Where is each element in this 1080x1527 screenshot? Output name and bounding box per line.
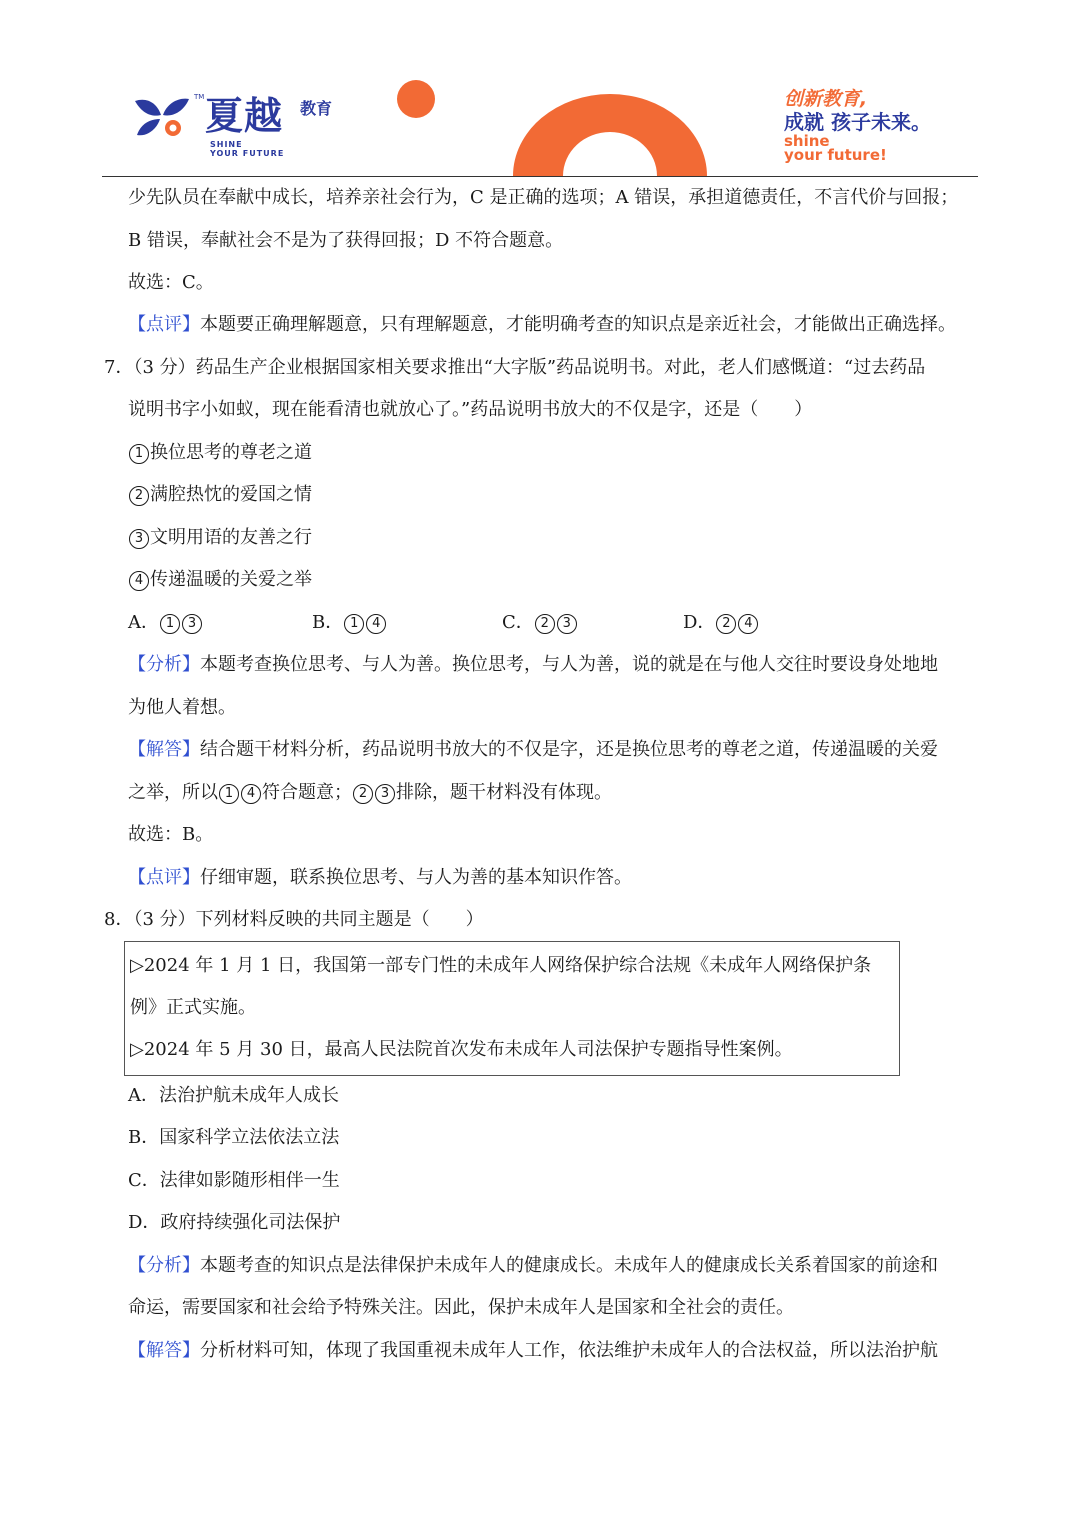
circled-number: 4 — [366, 614, 386, 634]
q8-material-1-line2: 例》正式实施。 — [130, 997, 256, 1018]
q7-solution-text: 结合题干材料分析，药品说明书放大的不仅是字，还是换位思考的尊老之道，传递温暖的关爱 — [200, 739, 938, 760]
decorative-arch-graphic — [395, 80, 715, 180]
q7-analysis-text: 本题考查换位思考、与人为善。换位思考，与人为善，说的就是在与他人交往时要设身处地地 — [200, 654, 938, 675]
brand-edu-label: 教育 — [300, 99, 333, 118]
q7-item-1 — [128, 441, 312, 465]
circled-number: 2 — [716, 614, 736, 634]
q7-item-text: 文明用语的友善之行 — [150, 527, 312, 548]
q8-solution-line1 — [128, 1339, 938, 1363]
q7-item-text: 换位思考的尊老之道 — [150, 442, 312, 463]
brand-name: 夏越 — [205, 94, 284, 138]
option-letter: C． — [502, 612, 534, 633]
q8-analysis-line1 — [128, 1254, 938, 1278]
q8-option-a: A．法治护航未成年人成长 — [128, 1085, 339, 1106]
butterfly-logo-icon — [133, 95, 191, 141]
circled-number: 4 — [241, 784, 261, 804]
page-header — [0, 0, 1080, 180]
option-letter: D． — [683, 612, 716, 633]
q8-solution-text: 分析材料可知，体现了我国重视未成年人工作，依法维护未成年人的合法权益，所以法治护航 — [200, 1340, 938, 1361]
option-letter: B． — [312, 612, 344, 633]
analysis-tag: 【分析】 — [128, 654, 200, 675]
q7-stem-line1: 7．（3 分）药品生产企业根据国家相关要求推出“大字版”药品说明书。对此，老人们感慨道：“过去药品 — [104, 357, 926, 378]
brand-tagline — [210, 140, 284, 158]
q8-analysis-text: 本题考查的知识点是法律保护未成年人的健康成长。未成年人的健康成长关系着国家的前途和 — [200, 1255, 938, 1276]
slogan-line1: 创新教育, — [784, 88, 868, 110]
header-divider — [102, 176, 978, 177]
slogan-line3: shine — [784, 132, 830, 150]
slogan-line2: 成就 孩子未来。 — [784, 110, 931, 134]
slogan-block — [784, 88, 931, 162]
q7-analysis-line1 — [128, 653, 938, 677]
circled-number: 3 — [182, 614, 202, 634]
circled-number: 1 — [129, 444, 149, 464]
q7-stem-line2: 说明书字小如蚁，现在能看清也就放心了。”药品说明书放大的不仅是字，还是（ ） — [128, 399, 813, 420]
circled-number: 3 — [129, 529, 149, 549]
circled-number: 4 — [738, 614, 758, 634]
q7-option-d — [683, 611, 759, 635]
circled-number: 3 — [557, 614, 577, 634]
option-letter: A． — [128, 612, 159, 633]
circled-number: 3 — [375, 784, 395, 804]
circled-number: 4 — [129, 571, 149, 591]
q6-review-text: 本题要正确理解题意，只有理解题意，才能明确考查的知识点是亲近社会，才能做出正确选择。 — [200, 314, 956, 335]
brand-tagline-line1: SHINE — [210, 140, 243, 149]
q7-item-2 — [128, 483, 312, 507]
q7-item-text: 满腔热忱的爱国之情 — [150, 484, 312, 505]
q8-option-b: B．国家科学立法依法立法 — [128, 1127, 340, 1148]
q7-review-text: 仔细审题，联系换位思考、与人为善的基本知识作答。 — [200, 867, 632, 888]
q8-material-1-line1: ▷2024 年 1 月 1 日，我国第一部专门性的未成年人网络保护综合法规《未成年人网络保护条 — [130, 955, 872, 976]
q6-review — [128, 313, 956, 337]
circled-number: 1 — [160, 614, 180, 634]
q7-solution-text: 排除，题干材料没有体现。 — [396, 782, 612, 803]
q6-answer: 故选：C。 — [128, 272, 214, 293]
circled-number: 1 — [344, 614, 364, 634]
trademark-label: TM — [194, 93, 205, 101]
q8-analysis-line2: 命运，需要国家和社会给予特殊关注。因此，保护未成年人是国家和全社会的责任。 — [128, 1297, 794, 1318]
q8-option-d: D．政府持续强化司法保护 — [128, 1212, 341, 1233]
slogan-line4: your future! — [784, 146, 887, 164]
circled-number: 1 — [219, 784, 239, 804]
q7-item-3 — [128, 526, 312, 550]
q7-solution-line2 — [128, 781, 612, 805]
q7-option-b — [312, 611, 387, 635]
q7-item-4 — [128, 568, 312, 592]
circled-number: 2 — [535, 614, 555, 634]
q7-item-text: 传递温暖的关爱之举 — [150, 569, 312, 590]
q8-stem: 8．（3 分）下列材料反映的共同主题是（ ） — [104, 909, 484, 930]
q8-option-c: C．法律如影随形相伴一生 — [128, 1170, 340, 1191]
q7-review — [128, 866, 632, 890]
solution-tag: 【解答】 — [128, 1340, 200, 1361]
q6-continuation-line1: 少先队员在奉献中成长，培养亲社会行为，C 是正确的选项；A 错误，承担道德责任，不言代价与回报； — [128, 187, 959, 208]
q6-continuation-line2: B 错误，奉献社会不是为了获得回报；D 不符合题意。 — [128, 230, 564, 251]
circled-number: 2 — [353, 784, 373, 804]
q8-material-2: ▷2024 年 5 月 30 日，最高人民法院首次发布未成年人司法保护专题指导性案例。 — [130, 1039, 793, 1060]
q7-analysis-line2: 为他人着想。 — [128, 697, 236, 718]
solution-tag: 【解答】 — [128, 739, 200, 760]
q7-solution-text: 符合题意； — [262, 782, 352, 803]
q7-option-a — [128, 611, 203, 635]
review-tag: 【点评】 — [128, 314, 200, 335]
brand-tagline-line2: YOUR FUTURE — [210, 149, 285, 158]
q7-answer: 故选：B。 — [128, 824, 214, 845]
q7-solution-text: 之举，所以 — [128, 782, 218, 803]
q7-solution-line1 — [128, 738, 938, 762]
analysis-tag: 【分析】 — [128, 1255, 200, 1276]
q7-option-c — [502, 611, 578, 635]
review-tag: 【点评】 — [128, 867, 200, 888]
circled-number: 2 — [129, 486, 149, 506]
